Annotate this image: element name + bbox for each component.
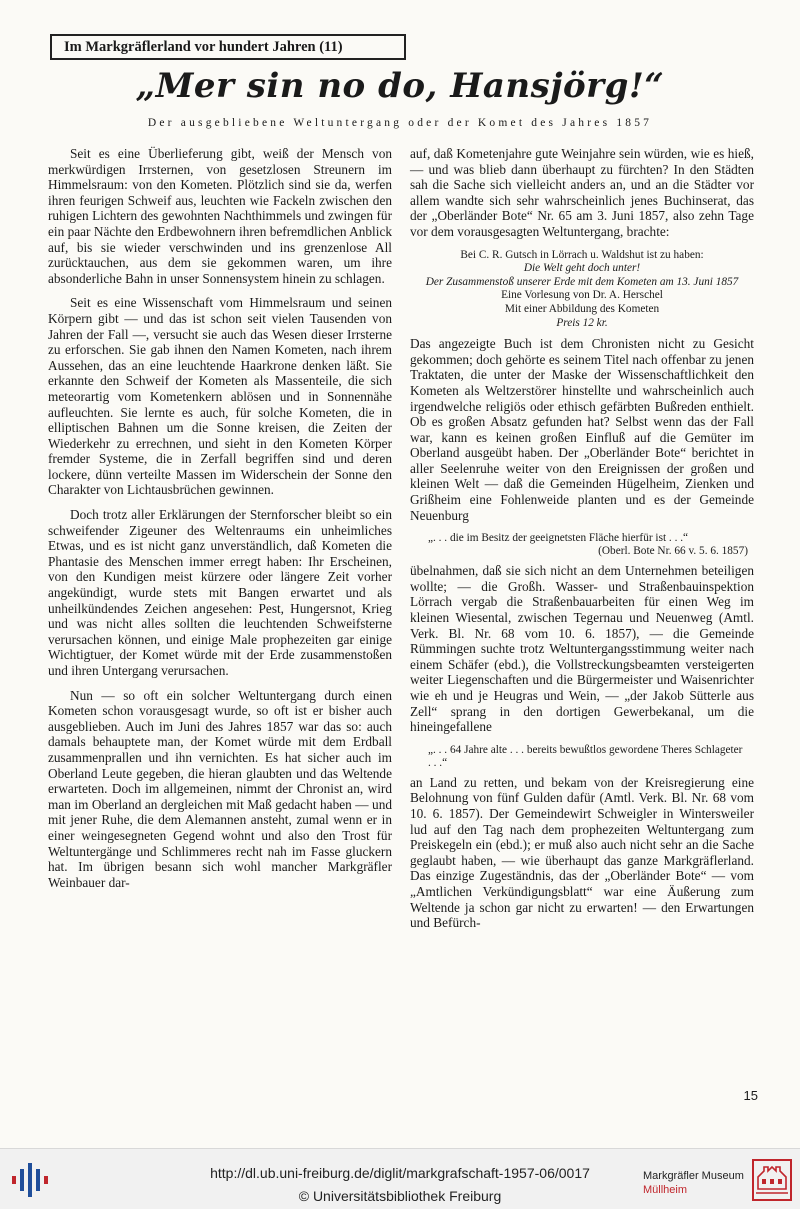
ad-line: Mit einer Abbildung des Kometen xyxy=(504,302,660,315)
quote-source: (Oberl. Bote Nr. 66 v. 5. 6. 1857) xyxy=(598,545,748,558)
museum-name: Markgräfler Museum xyxy=(643,1170,744,1182)
paragraph: Seit es eine Überlieferung gibt, weiß der Mensch von merkwürdigen Irrsternen, von gesetzlosen Streunern im Himmelsraum: von den Kometen. Plötzlich sind sie da, werfen ihren feurigen Schweif aus, leuchten wie Fackeln zwischen den ruhigen Lichtern des gewohnten Nachthimmels und zwingen für ein paar Nächte den Erdbewohnern ihren befremdlichen Anblick auf, bis sie wieder verschwinden und ins grenzenlose All zurücktauchen, aus dem sie gekommen waren, um ihre absonderliche Bahn in unser Sonnensystem hinein zu schlagen. xyxy=(48,146,392,286)
viewer-footer xyxy=(0,1148,800,1209)
book-advertisement xyxy=(410,249,754,331)
left-column xyxy=(48,146,392,899)
ad-line: Bei C. R. Gutsch in Lörrach u. Waldshut ist zu haben: xyxy=(460,248,704,261)
right-column xyxy=(410,146,754,940)
paragraph: Doch trotz aller Erklärungen der Sternforscher bleibt so ein schweifender Zigeuner des Weltenraums ein unheimliches Etwas, und es ist nicht ganz unverständlich, daß Kometen die Phantasie des Menschen immer erregt haben: Ihr Erscheinen, von den Kundigen meist kürzere oder längere Zeit vorher angekündigt, wurde stets mit Bangen erwartet und als unheilkündendes Zeichen angesehen: Pest, Hungersnot, Krieg und was nicht alles sollten die leuchtenden Schweifsterne verursachen können, und einige Male prophezeiten gar einige Wichtigtuer, der Komet würde mit der Erde zusammenstoßen und ihren Untergang verursachen. xyxy=(48,507,392,678)
museum-credit xyxy=(643,1169,744,1197)
quote-text: „. . . 64 Jahre alte . . . bereits bewußtlos gewordene Theres Schlageter . . .“ xyxy=(428,743,743,769)
quote-block xyxy=(428,744,748,770)
quote-block xyxy=(428,532,748,558)
paragraph: Nun — so oft ein solcher Weltuntergang durch einen Kometen schon vorausgesagt wurde, so oft ist er bisher auch ausgeblieben. Auch im Juni des Jahres 1857 war das so: auch damals behauptete man, der Komet würde mit dem Erdball zusammenprallen und ihn vernichten. Es hat sicher auch im Oberland Leute gegeben, die hieran glaubten und das Weltende erwarteten. Doch im allgemeinen, nimmt der Chronist an, wird man im Oberland an dergleichen mit Maß gedacht haben — und mit jener Ruhe, die dem Alemannen ansteht, zumal wenn er in einer weingesegneten Gegend wohnt und also den Trost für Weltuntergänge und Schlimmeres recht nah im Fasse gluckern hat. Im übrigen besann sich wohl mancher Markgräfler Weinbauer dar- xyxy=(48,687,392,890)
ad-price: Preis 12 kr. xyxy=(556,316,608,329)
ad-book-subtitle: Der Zusammenstoß unserer Erde mit dem Kometen am 13. Juni 1857 xyxy=(425,275,739,288)
paragraph: übelnahmen, daß sie sich nicht an dem Unternehmen beteiligen wollte; — die Großh. Wasser- und Straßenbauinspektion Lörrach vergab die Straßenbauarbeiten für einen Weg im kleinen Wiesental, zwischen Tegernau und Neuenweg (Amtl. Verk. Bl. Nr. 68 vom 10. 6. 1857), — die Gemeinde Rümmingen suchte trotz Weltuntergangsstimmung weiter nach einem Schäfer (ebd.), die Vollstreckungsbeamten versteigerten weiter Liegenschaften und die Bürgermeister und Waisenrichter wie eh und je Heugras und Wein, — „der Jakob Sütterle aus Zell“ sprang in den dortigen Gewerbekanal, um die hineingefallene xyxy=(410,563,754,735)
ad-book-title: Die Welt geht doch unter! xyxy=(523,262,641,275)
quote-text: „. . . die im Besitz der geeignetsten Fläche hierfür ist . . .“ xyxy=(428,532,689,545)
paragraph: auf, daß Kometenjahre gute Weinjahre sein würden, wie es hieß, — und was blieb dann überhaupt zu fürchten? In den Städten sah die Sache sich vielleicht anders an, und an die Städter vor allem wandte sich sehr wahrscheinlich jenes Buchinserat, das der „Oberländer Bote“ Nr. 65 am 3. Juni 1857, also zehn Tage vor dem vorausgesagten Weltuntergang, brachte: xyxy=(410,146,754,239)
article-title: „Mer sin no do, Hansjörg!“ xyxy=(135,66,665,106)
paragraph: Seit es eine Wissenschaft vom Himmelsraum und seinen Körpern gibt — und das ist schon seit vielen Tausenden von Jahren der Fall —, versucht sie auch das Wesen dieser Irrsterne zu erforschen. Sie gab ihnen den Namen Kometen, nach ihrem Aussehen, das an eine leuchtende Haarkrone denken läßt. Sie erkannte den Schweif der Kometen als Massenteile, die sich meteorartig vom Kometenkern ablösen und in Sonnennähe aufleuchten. Sie lernte es auch, für solche Kometen, die in elliptischen Bahnen um die Sonne kreisen, die Zeiten der Wiederkehr zu errechnen, und sieht in den Kometen Körper fremder Systeme, die in Zerfall begriffen sind und deren lockere, dünn verteilte Massen im Widerschein der Sonne den Charakter von Lichtausbrüchen gewinnen. xyxy=(48,295,392,498)
permalink-url[interactable]: http://dl.ub.uni-freiburg.de/diglit/markgrafschaft-1957-06/0017 xyxy=(210,1165,590,1181)
page-number: 15 xyxy=(743,1088,758,1103)
copyright-notice: © Universitätsbibliothek Freiburg xyxy=(298,1188,502,1204)
series-header: Im Markgräflerland vor hundert Jahren (11) xyxy=(50,34,406,60)
ad-line: Eine Vorlesung von Dr. A. Herschel xyxy=(501,289,663,302)
paragraph: an Land zu retten, und bekam von der Kreisregierung eine Belohnung von fünf Gulden dafür (Amtl. Verk. Bl. Nr. 68 vom 10. 6. 1857). Der Gemeindewirt Schweigler in Wintersweiler lud auf den Tag nach dem prophezeiten Weltuntergang zum Preiskegeln ein (ebd.); er muß also auch nicht sehr an die Sache geglaubt haben, — wie überhaupt das ganze Markgräflerland. Das einzige Zugeständnis, das der „Oberländer Bote“ — vom „Amtlichen Verkündigungsblatt“ war eine Äußerung zum Weltende ja schon gar nicht zu erwarten! — den Erwartungen und Befürch- xyxy=(410,774,754,931)
museum-logo-icon xyxy=(752,1159,792,1201)
museum-city: Müllheim xyxy=(643,1184,688,1196)
article-subtitle: Der ausgebliebene Weltuntergang oder der Komet des Jahres 1857 xyxy=(147,117,653,129)
paragraph: Das angezeigte Buch ist dem Chronisten nicht zu Gesicht gekommen; doch gehörte es seinem Titel nach offenbar zu jenen Traktaten, die unter der Maske der Wissenschaftlichkeit den Kometen als Weltzerstörer hinstellte und wahrscheinlich auch irgendwelche religiös oder ethisch gefärbten Bußreden enthielt. Ob es großen Absatz gefunden hat? Selbst wenn das der Fall war, kann es keinen großen Einfluß auf die Gemüter im Oberland ausgeübt haben. Der „Oberländer Bote“ berichtet in aller Seelenruhe weiter von den Ereignissen der großen und kleinen Welt — daß die Gemeinden Hügelheim, Zienken und Grißheim eine Fohlenweide planten und es der Gemeinde Neuenburg xyxy=(410,336,754,523)
